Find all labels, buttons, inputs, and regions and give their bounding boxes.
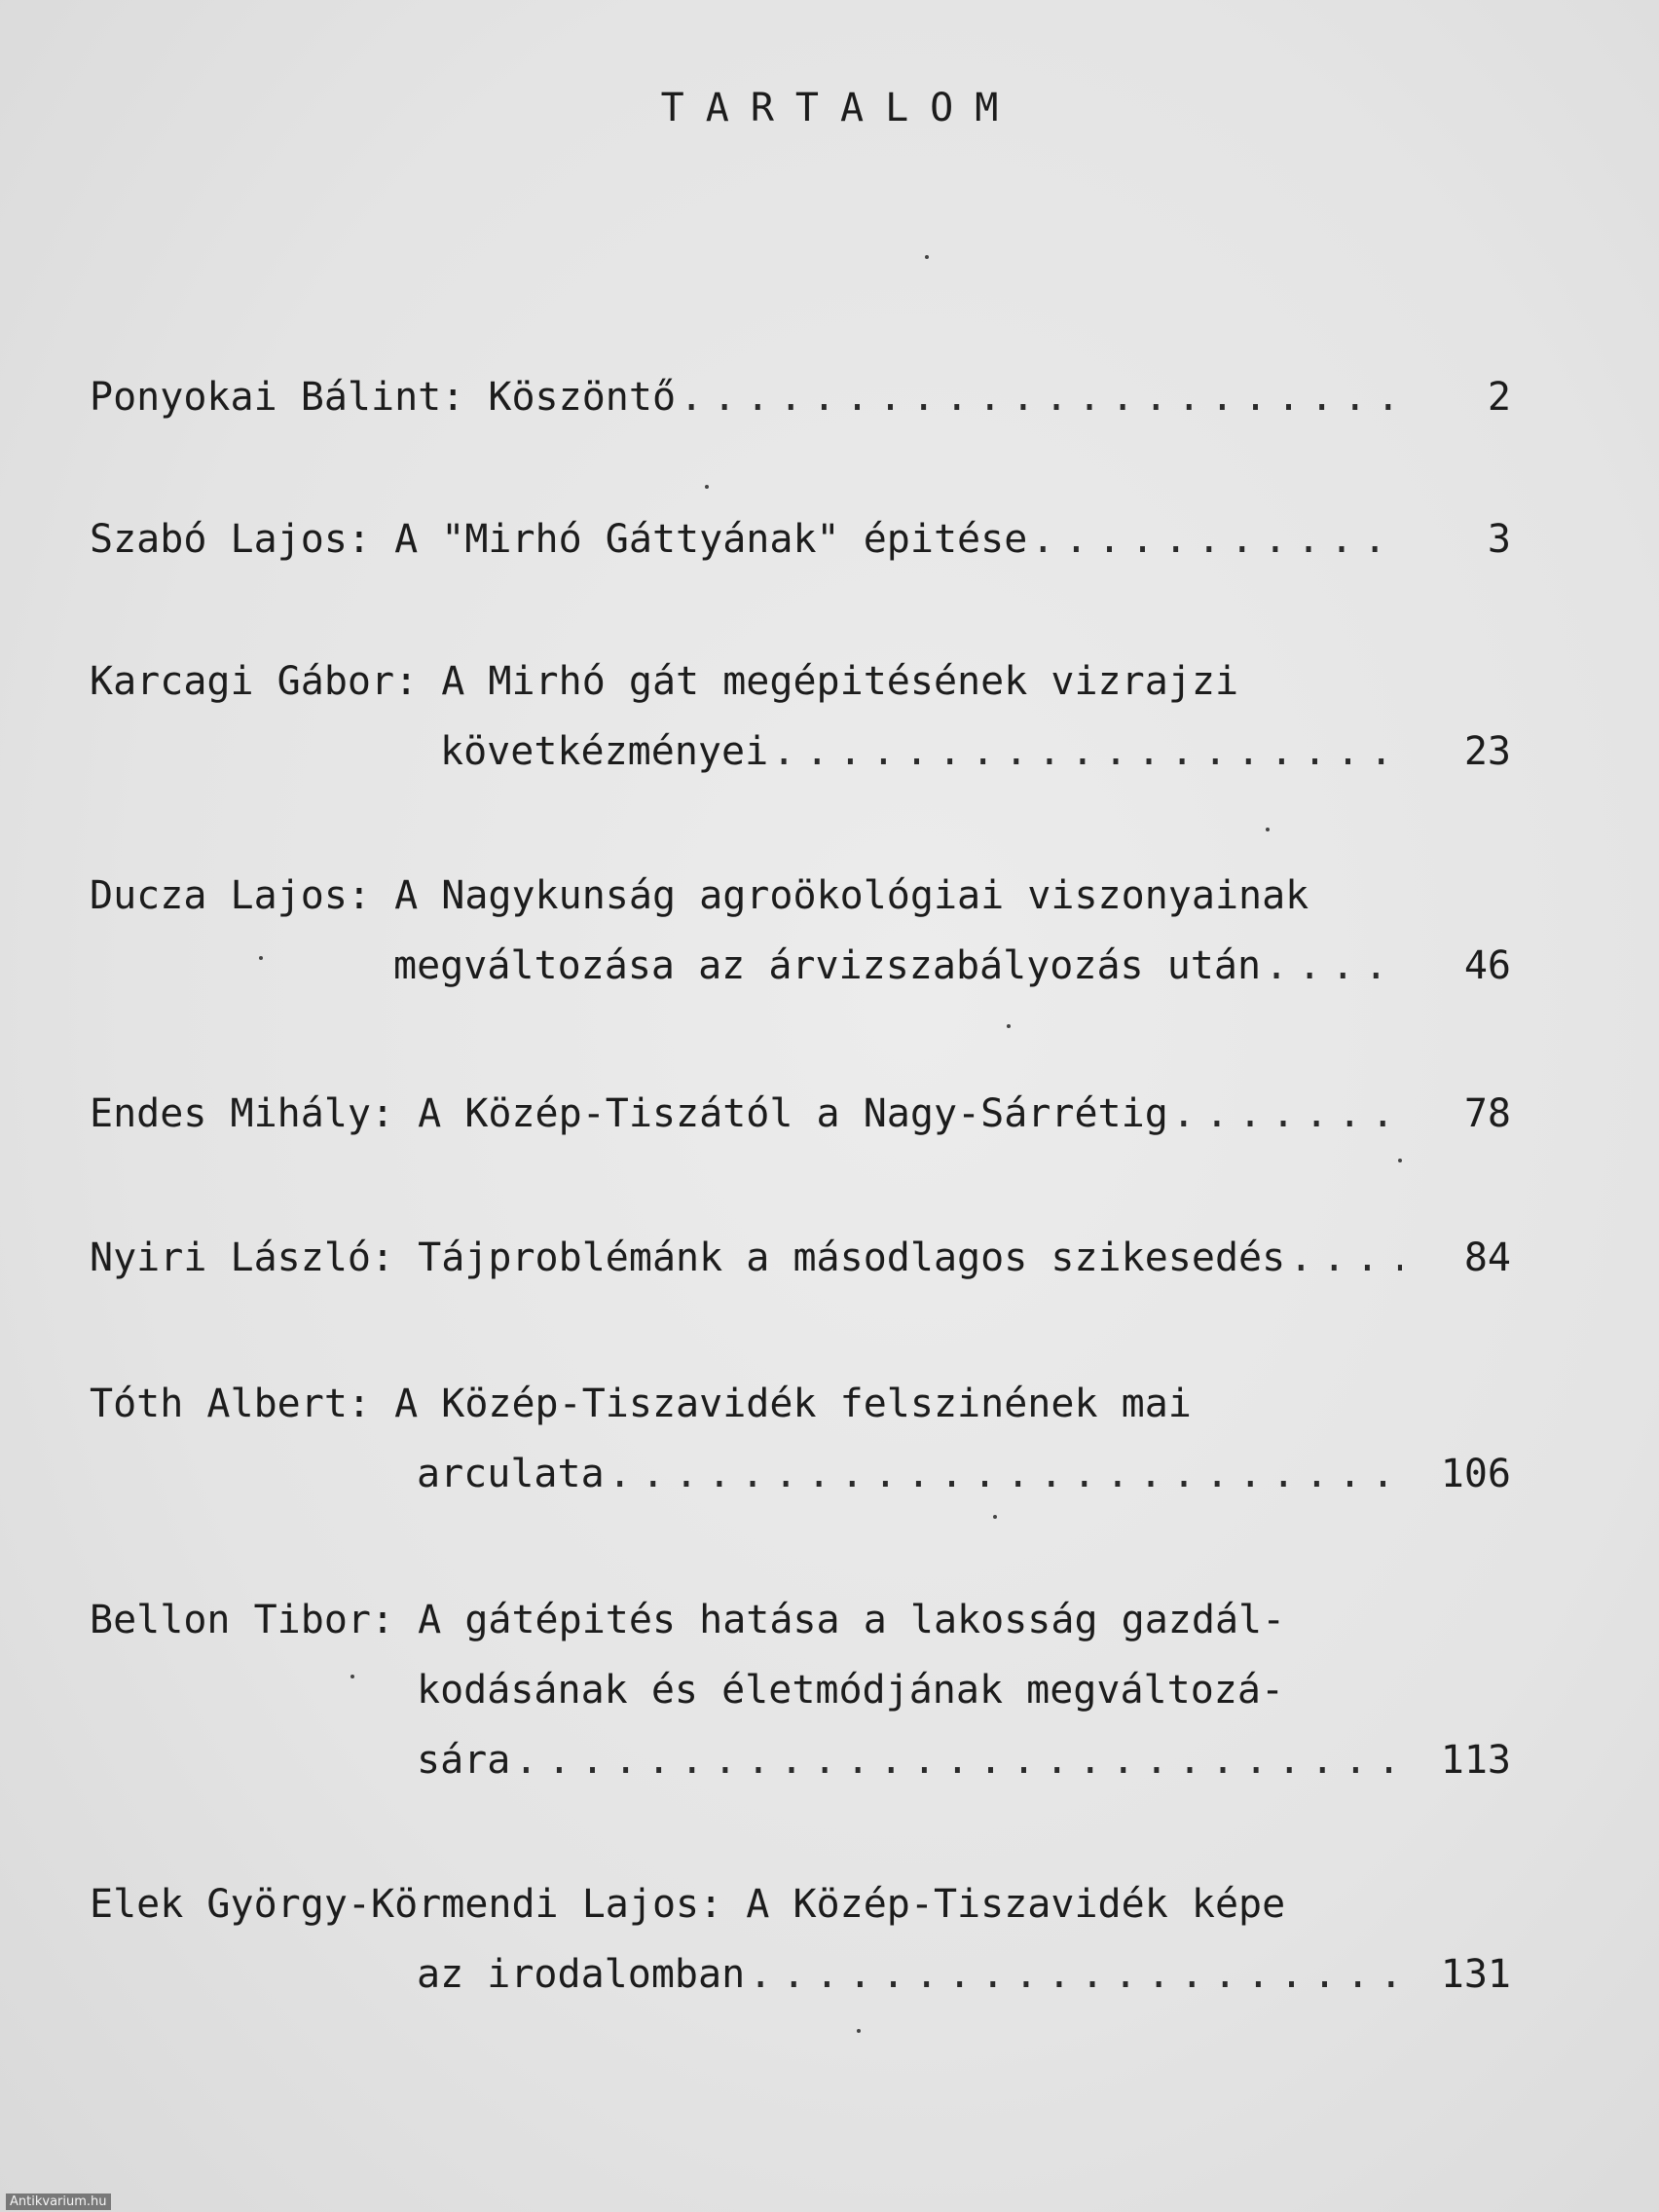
entry-text: Tóth Albert: A Közép-Tiszavidék felszinének mai [90, 1382, 1192, 1426]
scan-speck [857, 2029, 861, 2033]
page-number: 131 [1440, 1952, 1511, 1997]
toc-entry [90, 504, 1511, 574]
toc-entry [90, 646, 1511, 787]
entry-text: Elek György-Körmendi Lajos: A Közép-Tiszavidék képe [90, 1882, 1286, 1927]
entry-text: Ducza Lajos: A Nagykunság agroökológiai viszonyainak [90, 873, 1309, 918]
entry-text: sára [417, 1738, 511, 1783]
entry-text: az irodalomban [417, 1952, 746, 1997]
toc-line [90, 1725, 1511, 1795]
toc-entry [90, 1223, 1511, 1293]
entry-text: kodásának és életmódjának megváltozá- [417, 1668, 1285, 1713]
toc-entry [90, 1585, 1511, 1795]
entry-text: arculata [417, 1452, 605, 1496]
toc-entry [90, 362, 1511, 432]
dot-leader [514, 1725, 1402, 1795]
toc-line [90, 1655, 1511, 1725]
scan-speck [1007, 1024, 1011, 1028]
page-title: TARTALOM [660, 86, 1020, 130]
toc-line [90, 1585, 1511, 1655]
entry-text: Szabó Lajos: A "Mirhó Gáttyának" épitése [90, 517, 1028, 562]
scan-speck [993, 1515, 997, 1519]
entry-text: követkézményei [440, 729, 769, 774]
entry-text: Karcagi Gábor: A Mirhó gát megépitésének vizrajzi [90, 659, 1239, 704]
page-number: 3 [1487, 517, 1511, 562]
dot-leader [1265, 931, 1402, 1001]
entry-text: Bellon Tibor: A gátépités hatása a lakosság gazdál- [90, 1598, 1286, 1642]
scan-speck [1398, 1159, 1402, 1162]
entry-text: Nyiri László: Tájproblémánk a másodlagos szikesedés [90, 1235, 1286, 1280]
dot-leader [608, 1439, 1402, 1509]
dot-leader [1172, 1079, 1402, 1149]
page-number: 23 [1463, 729, 1511, 774]
page-number: 84 [1463, 1235, 1511, 1280]
dot-leader [1289, 1223, 1402, 1293]
toc-line [90, 1079, 1511, 1149]
toc-line [90, 1869, 1511, 1939]
toc-entry [90, 1369, 1511, 1509]
toc-line [90, 646, 1511, 717]
entry-text: Endes Mihály: A Közép-Tiszától a Nagy-Sárrétig [90, 1091, 1168, 1136]
watermark: Antikvarium.hu [6, 2194, 111, 2210]
toc-line [90, 1369, 1511, 1439]
toc-entry [90, 1869, 1511, 2009]
toc-line [90, 504, 1511, 574]
page-number: 46 [1463, 943, 1511, 988]
dot-leader [749, 1939, 1402, 2009]
toc-line [90, 1439, 1511, 1509]
toc-line [90, 1223, 1511, 1293]
toc-entry [90, 861, 1511, 1001]
toc-entry [90, 1079, 1511, 1149]
dot-leader [1031, 504, 1402, 574]
page-number: 2 [1487, 375, 1511, 420]
scan-speck [350, 1675, 354, 1678]
toc-line [90, 931, 1511, 1001]
page-number: 78 [1463, 1091, 1511, 1136]
dot-leader [772, 717, 1402, 787]
page-number: 113 [1440, 1738, 1511, 1783]
toc-line [90, 861, 1511, 931]
scan-speck [925, 255, 929, 259]
scan-speck [1266, 828, 1270, 831]
entry-text: Ponyokai Bálint: Köszöntő [90, 375, 677, 420]
scan-speck [705, 485, 709, 489]
scan-speck [259, 956, 263, 960]
toc-line [90, 1939, 1511, 2009]
entry-text: megváltozása az árvizszabályozás után [393, 943, 1262, 988]
dot-leader [680, 362, 1402, 432]
toc-line [90, 717, 1511, 787]
toc-line [90, 362, 1511, 432]
page-number: 106 [1440, 1452, 1511, 1496]
